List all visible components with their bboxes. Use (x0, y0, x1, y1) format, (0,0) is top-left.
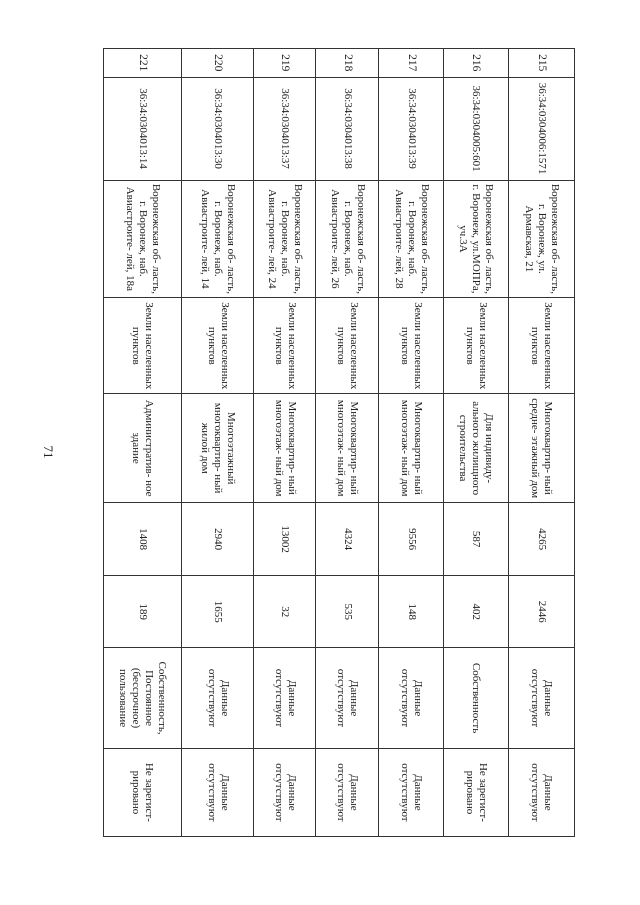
address-cell: Воронежская об- ласть, г. Воронеж, наб. Авиастроите- лей, 28 (379, 180, 443, 298)
area-cell: 4265 (508, 503, 574, 576)
cadastral-number-cell: 36:34:0304013:37 (254, 77, 316, 180)
land-category-cell: Земли населенных пунктов (379, 298, 443, 394)
land-category-cell: Земли населенных пунктов (104, 298, 182, 394)
permitted-use-cell: Многоквартир- ный многоэтаж- ный дом (254, 394, 316, 503)
address-cell: Воронежская об- ласть, г. Воронеж, ул. Армавская, 21 (508, 180, 574, 298)
right-type-cell: Данные отсутствуют (254, 648, 316, 749)
right-type-cell: Собственность (443, 648, 508, 749)
cadastral-number-cell: 36:34:0304013:14 (104, 77, 182, 180)
land-plots-table (103, 48, 575, 837)
encumbrance-cell: Данные отсутствуют (508, 748, 574, 836)
permitted-use-cell: Многоэтажный многоквартир- ный жилой дом (181, 394, 254, 503)
address-cell: Воронежская об- ласть, г. Воронеж, наб. Авиастроите- лей, 24 (254, 180, 316, 298)
encumbrance-cell: Не зарегист- рировано (443, 748, 508, 836)
land-plots-table-frame (103, 48, 575, 837)
row-number-cell: 219 (254, 49, 316, 78)
right-type-cell: Данные отсутствуют (508, 648, 574, 749)
land-category-cell: Земли населенных пунктов (443, 298, 508, 394)
table-row (254, 49, 316, 837)
table-body (104, 49, 575, 837)
permitted-use-cell: Административ- ное здание (104, 394, 182, 503)
area-cell: 9556 (379, 503, 443, 576)
address-cell: Воронежская об- ласть, г. Воронеж, ул.МОПРа, уч.3А (443, 180, 508, 298)
value-cell: 189 (104, 576, 182, 648)
cadastral-number-cell: 36:34:0304006:1571 (508, 77, 574, 180)
permitted-use-cell: Для индивиду- ального жилищного строительства (443, 394, 508, 503)
value-cell: 402 (443, 576, 508, 648)
land-category-cell: Земли населенных пунктов (181, 298, 254, 394)
table-row (508, 49, 574, 837)
permitted-use-cell: Многоквартир- ный многоэтаж- ный дом (379, 394, 443, 503)
right-type-cell: Собственность, Постоянное (бессрочное) пользование (104, 648, 182, 749)
cadastral-number-cell: 36:34:0304013:30 (181, 77, 254, 180)
value-cell: 535 (316, 576, 379, 648)
area-cell: 13002 (254, 503, 316, 576)
right-type-cell: Данные отсутствуют (316, 648, 379, 749)
right-type-cell: Данные отсутствуют (379, 648, 443, 749)
row-number-cell: 215 (508, 49, 574, 78)
value-cell: 1655 (181, 576, 254, 648)
area-cell: 2940 (181, 503, 254, 576)
value-cell: 148 (379, 576, 443, 648)
land-category-cell: Земли населенных пунктов (254, 298, 316, 394)
table-row (443, 49, 508, 837)
encumbrance-cell: Данные отсутствуют (379, 748, 443, 836)
permitted-use-cell: Многоквартир- ный многоэтаж- ный дом (316, 394, 379, 503)
row-number-cell: 220 (181, 49, 254, 78)
table-row (104, 49, 182, 837)
encumbrance-cell: Данные отсутствуют (254, 748, 316, 836)
address-cell: Воронежская об- ласть, г. Воронеж, наб. Авиастроите- лей, 26 (316, 180, 379, 298)
area-cell: 1408 (104, 503, 182, 576)
land-category-cell: Земли населенных пунктов (508, 298, 574, 394)
row-number-cell: 218 (316, 49, 379, 78)
encumbrance-cell: Данные отсутствуют (181, 748, 254, 836)
land-category-cell: Земли населенных пунктов (316, 298, 379, 394)
area-cell: 4324 (316, 503, 379, 576)
encumbrance-cell: Данные отсутствуют (316, 748, 379, 836)
row-number-cell: 216 (443, 49, 508, 78)
encumbrance-cell: Не зарегист- рировано (104, 748, 182, 836)
value-cell: 2446 (508, 576, 574, 648)
table-row (379, 49, 443, 837)
permitted-use-cell: Многоквартир- ный средне- этажный дом (508, 394, 574, 503)
table-row (181, 49, 254, 837)
address-cell: Воронежская об- ласть, г. Воронеж, наб. Авиастроите- лей, 14 (181, 180, 254, 298)
cadastral-number-cell: 36:34:0304013:38 (316, 77, 379, 180)
right-type-cell: Данные отсутствуют (181, 648, 254, 749)
page-number: 71 (41, 445, 56, 459)
row-number-cell: 221 (104, 49, 182, 78)
cadastral-number-cell: 36:34:0304013:39 (379, 77, 443, 180)
address-cell: Воронежская об- ласть, г. Воронеж, наб. Авиастроите- лей, 18а (104, 180, 182, 298)
value-cell: 32 (254, 576, 316, 648)
cadastral-number-cell: 36:34:0304005:601 (443, 77, 508, 180)
row-number-cell: 217 (379, 49, 443, 78)
area-cell: 587 (443, 503, 508, 576)
table-row (316, 49, 379, 837)
